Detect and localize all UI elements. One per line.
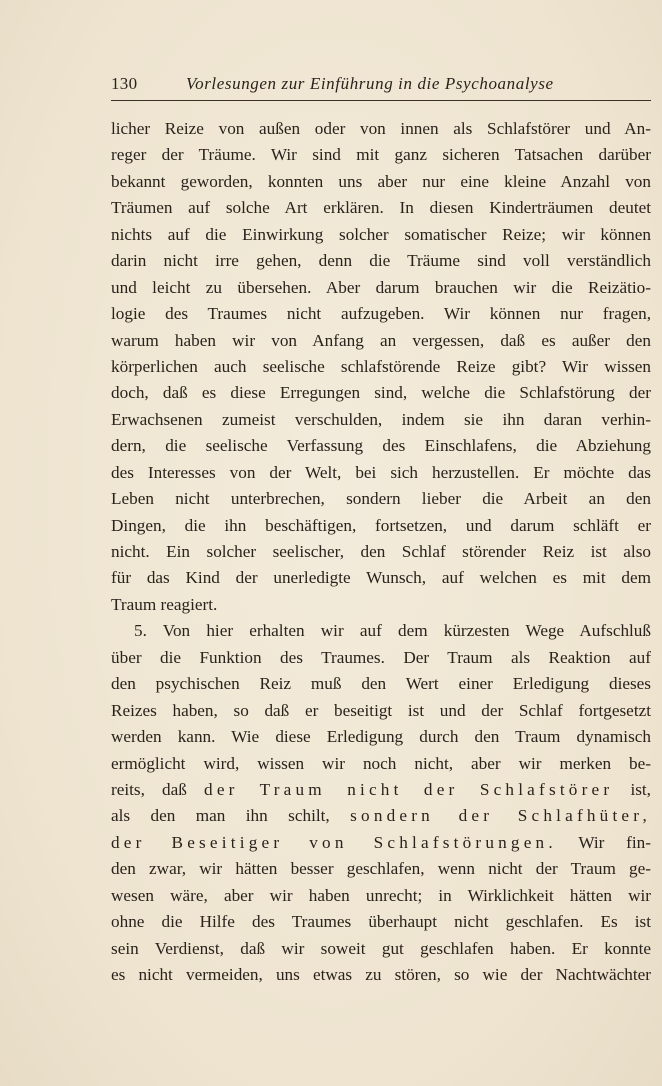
letterspaced-emphasis: der Beseitiger von Schlafstörungen.	[111, 832, 557, 852]
text-line: den zwar, wir hätten besser geschlafen, wenn nicht der Traum ge-	[111, 859, 651, 879]
body-text	[111, 116, 651, 988]
emphasis-line	[111, 777, 651, 803]
text-line: Reizes haben, so daß er beseitigt ist und der Schlaf fortgesetzt	[111, 700, 651, 720]
text-segment: als den man ihn schilt,	[111, 806, 351, 826]
text-line: Träumen auf solche Art erklären. In diesen Kinderträumen deutet	[111, 198, 651, 218]
text-segment: ist,	[613, 779, 651, 799]
text-line: werden kann. Wie diese Erledigung durch den Traum dynamisch	[111, 727, 651, 747]
text-line: warum haben wir von Anfang an vergessen, daß es außer den	[111, 330, 651, 350]
text-line: reger der Träume. Wir sind mit ganz sicheren Tatsachen darüber	[111, 145, 651, 165]
text-line: logie des Traumes nicht aufzugeben. Wir können nur fragen,	[111, 304, 651, 324]
text-line: Leben nicht unterbrechen, sondern lieber die Arbeit an den	[111, 489, 651, 509]
text-line: dern, die seelische Verfassung des Einschlafens, die Abziehung	[111, 436, 651, 456]
text-line: es nicht vermeiden, uns etwas zu stören, so wie der Nachtwächter	[111, 965, 651, 984]
text-line: Erwachsenen zumeist verschulden, indem sie ihn daran verhin-	[111, 409, 651, 429]
text-line: und leicht zu übersehen. Aber darum brauchen wir die Reizätio-	[111, 277, 651, 297]
text-line: ohne die Hilfe des Traumes überhaupt nicht geschlafen. Es ist	[111, 912, 651, 932]
text-line: nicht. Ein solcher seelischer, den Schlaf störender Reiz ist also	[111, 542, 651, 561]
page-number: 130	[111, 74, 138, 93]
letterspaced-emphasis: der Traum nicht der Schlafstörer	[204, 779, 614, 799]
paragraph-end-line: Traum reagiert.	[111, 594, 218, 614]
text-line: über die Funktion des Traumes. Der Traum als Reaktion auf	[111, 647, 651, 667]
text-line: des Interesses von der Welt, bei sich herzustellen. Er möchte das	[111, 462, 651, 482]
letterspaced-emphasis: sondern der Schlafhüter,	[350, 806, 651, 826]
text-line: Dingen, die ihn beschäftigen, fortsetzen, und darum schläft er	[111, 515, 651, 535]
text-segment: reits, daß	[111, 779, 205, 799]
text-line: sein Verdienst, daß wir soweit gut geschlafen haben. Er konnte	[111, 938, 651, 958]
text-line: körperlichen auch seelische schlafstörende Reize gibt? Wir wissen	[111, 356, 651, 376]
text-line: wesen wäre, aber wir haben unrecht; in Wirklichkeit hätten wir	[111, 885, 651, 905]
text-line: licher Reize von außen oder von innen als Schlafstörer und An-	[111, 119, 651, 138]
text-line: den psychischen Reiz muß den Wert einer Erledigung dieses	[111, 674, 651, 694]
running-head	[111, 74, 651, 101]
text-line: bekannt geworden, konnten uns aber nur eine kleine Anzahl von	[111, 171, 651, 191]
emphasis-line	[111, 830, 651, 856]
text-line: für das Kind der unerledigte Wunsch, auf welchen es mit dem	[111, 568, 651, 588]
running-title: Vorlesungen zur Einführung in die Psychoanalyse	[186, 74, 554, 93]
emphasis-line	[111, 803, 651, 829]
text-line: ermöglicht wird, wissen wir noch nicht, aber wir merken be-	[111, 753, 651, 773]
text-segment: Wir fin-	[556, 832, 651, 852]
text-line: doch, daß es diese Erregungen sind, welche die Schlafstörung der	[111, 383, 651, 403]
text-line: nichts auf die Einwirkung solcher somatischer Reize; wir können	[111, 224, 651, 244]
text-line: darin nicht irre gehen, denn die Träume sind voll verständlich	[111, 251, 651, 271]
paragraph-start-line: 5. Von hier erhalten wir auf dem kürzesten Wege Aufschluß	[134, 621, 651, 641]
